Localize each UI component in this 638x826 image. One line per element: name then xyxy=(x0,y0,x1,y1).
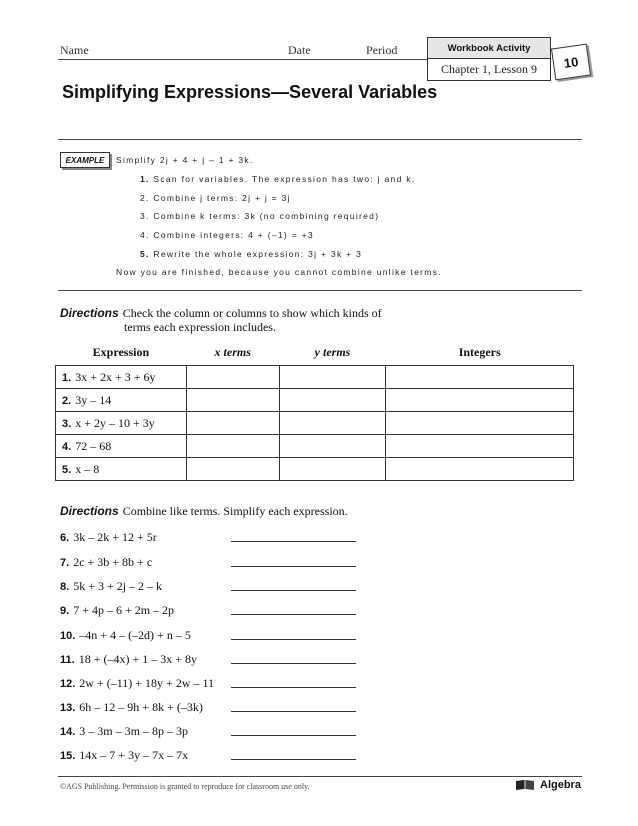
workbook-activity-badge xyxy=(427,37,551,81)
problem-expression: 2w + (–11) + 18y + 2w – 11 xyxy=(79,676,215,690)
answer-line[interactable] xyxy=(231,663,356,664)
problem-number: 8. xyxy=(60,581,70,593)
activity-number-badge: 10 xyxy=(551,44,591,81)
col-y-terms: y terms xyxy=(279,340,386,366)
integers-cell[interactable] xyxy=(386,458,574,481)
problem-number: 7. xyxy=(60,557,70,569)
book-icon xyxy=(515,779,535,791)
date-label: Date xyxy=(288,43,311,57)
row-number: 4. xyxy=(62,440,72,453)
x-terms-cell[interactable] xyxy=(186,412,279,435)
problem-9 xyxy=(60,603,174,618)
problem-expression: 7 + 4p – 6 + 2m – 2p xyxy=(73,603,175,617)
table-row xyxy=(56,412,574,435)
table-row xyxy=(56,366,574,389)
problem-number: 13. xyxy=(60,702,76,714)
step-number: 4. xyxy=(140,230,150,240)
problem-12 xyxy=(60,676,214,691)
x-terms-cell[interactable] xyxy=(186,458,279,481)
period-label: Period xyxy=(366,43,398,57)
problem-8 xyxy=(60,579,162,594)
problem-number: 15. xyxy=(60,750,76,762)
directions-text: Combine like terms. Simplify each expression. xyxy=(122,504,348,518)
problem-expression: 6h – 12 – 9h + 8k + (–3k) xyxy=(79,700,203,714)
footer-subject xyxy=(515,779,581,791)
chapter-lesson-label: Chapter 1, Lesson 9 xyxy=(441,62,537,76)
problem-11 xyxy=(60,652,197,667)
example-step xyxy=(140,174,415,184)
problem-number: 12. xyxy=(60,678,76,690)
problem-expression: –4n + 4 – (–2d) + n – 5 xyxy=(79,628,191,642)
problem-number: 11. xyxy=(60,654,75,666)
integers-cell[interactable] xyxy=(386,366,574,389)
x-terms-cell[interactable] xyxy=(186,366,279,389)
directions-2 xyxy=(60,502,348,520)
directions-text: Check the column or columns to show which kinds of xyxy=(122,306,382,320)
problem-15 xyxy=(60,748,188,763)
y-terms-cell[interactable] xyxy=(279,435,386,458)
step-text: Combine j terms: 2j + j = 3j xyxy=(153,193,291,203)
example-conclusion: Now you are finished, because you cannot combine unlike terms. xyxy=(116,267,442,277)
problem-14 xyxy=(60,724,188,739)
answer-line[interactable] xyxy=(231,711,356,712)
answer-line[interactable] xyxy=(231,639,356,640)
page-title: Simplifying Expressions—Several Variables xyxy=(62,82,438,102)
answer-line[interactable] xyxy=(231,735,356,736)
y-terms-cell[interactable] xyxy=(279,458,386,481)
problem-expression: 3k – 2k + 12 + 5r xyxy=(73,530,157,544)
copyright-notice: ©AGS Publishing. Permission is granted to reproduce for classroom use only. xyxy=(60,782,310,791)
workbook-activity-label: Workbook Activity xyxy=(428,38,550,59)
row-expression: x – 8 xyxy=(75,461,100,476)
directions-label: Directions xyxy=(60,306,119,320)
problem-10 xyxy=(60,628,191,643)
example-divider xyxy=(58,290,582,291)
table-row xyxy=(56,458,574,481)
example-intro: Simplify 2j + 4 + j – 1 + 3k. xyxy=(116,155,254,165)
row-number: 1. xyxy=(62,371,72,384)
problem-number: 10. xyxy=(60,630,76,642)
step-number: 5. xyxy=(140,249,150,259)
top-divider xyxy=(58,139,582,140)
answer-line[interactable] xyxy=(231,541,356,542)
name-label: Name xyxy=(60,43,89,57)
problem-expression: 14x – 7 + 3y – 7x – 7x xyxy=(79,748,189,762)
example-label: EXAMPLE xyxy=(60,152,110,168)
problem-expression: 3 – 3m – 3m – 8p – 3p xyxy=(79,724,188,738)
directions-text-continued: terms each expression includes. xyxy=(124,320,276,334)
problem-expression: 18 + (–4x) + 1 – 3x + 8y xyxy=(78,652,197,666)
y-terms-cell[interactable] xyxy=(279,366,386,389)
x-terms-cell[interactable] xyxy=(186,435,279,458)
subject-label: Algebra xyxy=(540,779,581,791)
row-number: 3. xyxy=(62,417,72,430)
row-expression: 3y – 14 xyxy=(75,392,112,407)
example-step xyxy=(140,211,379,221)
col-expression: Expression xyxy=(56,340,187,366)
step-text: Scan for variables. The expression has two: j and k. xyxy=(153,174,416,184)
row-number: 2. xyxy=(62,394,72,407)
col-x-terms: x terms xyxy=(186,340,279,366)
table-header-row xyxy=(56,340,574,366)
row-expression: x + 2y – 10 + 3y xyxy=(75,415,155,430)
problem-number: 14. xyxy=(60,726,76,738)
step-text: Combine k terms: 3k (no combining required) xyxy=(153,211,380,221)
example-step xyxy=(140,230,314,240)
example-step xyxy=(140,249,362,259)
directions-label: Directions xyxy=(60,504,119,518)
term-check-table xyxy=(55,340,574,481)
answer-line[interactable] xyxy=(231,614,356,615)
answer-line[interactable] xyxy=(231,590,356,591)
x-terms-cell[interactable] xyxy=(186,389,279,412)
name-line xyxy=(58,59,428,60)
answer-line[interactable] xyxy=(231,759,356,760)
step-number: 2. xyxy=(140,193,150,203)
problem-number: 9. xyxy=(60,605,70,617)
problem-expression: 5k + 3 + 2j – 2 – k xyxy=(73,579,163,593)
step-number: 1. xyxy=(140,174,150,184)
step-text: Combine integers: 4 + (–1) = +3 xyxy=(153,230,314,240)
problem-6 xyxy=(60,530,157,545)
integers-cell[interactable] xyxy=(386,389,574,412)
example-step xyxy=(140,193,291,203)
y-terms-cell[interactable] xyxy=(279,389,386,412)
table-row xyxy=(56,435,574,458)
problem-13 xyxy=(60,700,203,715)
step-text: Rewrite the whole expression: 3j + 3k + 3 xyxy=(153,249,363,259)
integers-cell[interactable] xyxy=(386,435,574,458)
y-terms-cell[interactable] xyxy=(279,412,386,435)
problem-number: 6. xyxy=(60,532,70,544)
problem-expression: 2c + 3b + 8b + c xyxy=(73,555,153,569)
problem-7 xyxy=(60,555,152,570)
row-number: 5. xyxy=(62,463,72,476)
col-integers: Integers xyxy=(386,340,574,366)
table-row xyxy=(56,389,574,412)
answer-line[interactable] xyxy=(231,566,356,567)
integers-cell[interactable] xyxy=(386,412,574,435)
row-expression: 3x + 2x + 3 + 6y xyxy=(75,369,156,384)
answer-line[interactable] xyxy=(231,687,356,688)
step-number: 3. xyxy=(140,211,150,221)
footer-divider xyxy=(58,776,582,777)
row-expression: 72 – 68 xyxy=(75,438,112,453)
